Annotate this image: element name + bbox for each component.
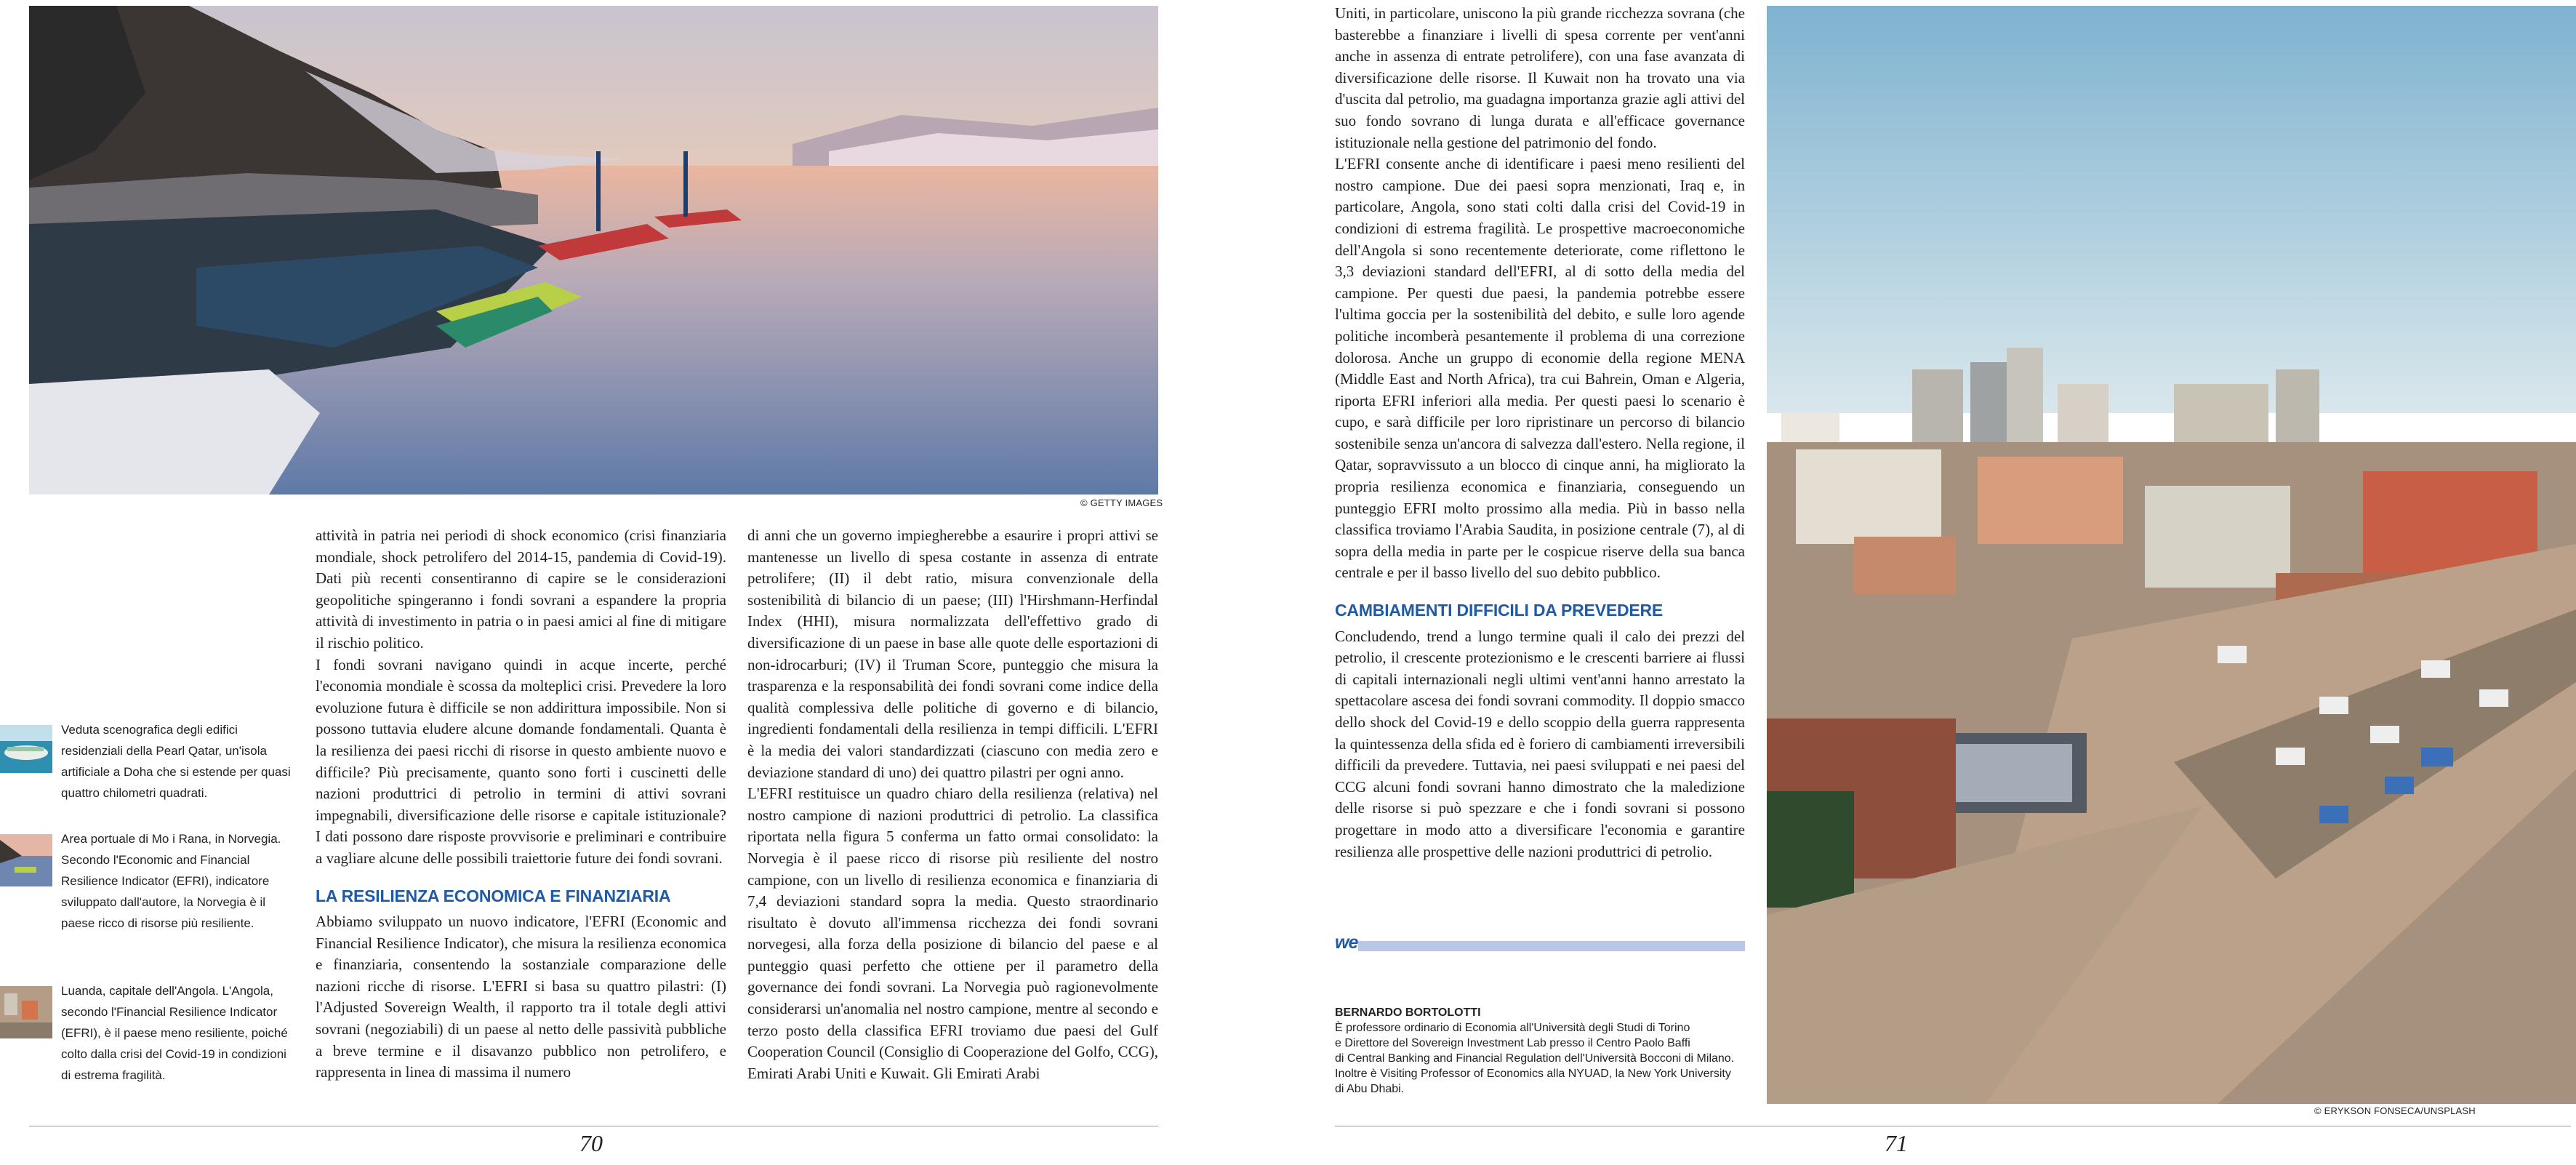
photo-caption-luanda: Luanda, capitale dell'Angola. L'Angola, secondo l'Financial Resilience Indicator (EFRI), è il paese meno resiliente, poiché colto dalla crisi del Covid-19 in condizioni di estrema fragilità. [61, 984, 288, 1082]
paragraph: Concludendo, trend a lungo termine quali il calo dei prezzi del petrolio, il crescente protezionismo e le crescenti barriere ai flussi di capitali internazionali negli ultimi vent'anni hanno arrestato la spettacolare ascesa dei fondi sovrani commodity. Il doppio smacco dello shock del Covid-19 e dello scoppio della guerra rappresenta la quintessenza della sfida ed è foriero di cambiamenti irreversibili difficili da prevedere. Tuttavia, nei paesi sviluppati e nei paesi del CCG alcuni fondi sovrani hanno dimostrato che la maledizione delle risorse si può spezzare e che i fondi sovrani si possono progettare in modo atto a diversificare l'economia e garantire resilienza alle prospettive delle nazioni produttrici di petrolio. [1335, 627, 1745, 860]
author-bio-line: Inoltre è Visiting Professor of Economics alla NYUAD, la New York University [1335, 1068, 1731, 1080]
paragraph: I fondi sovrani navigano quindi in acque incerte, perché l'economia mondiale è scossa da molteplici crisi. Prevedere la loro evoluzione futura è difficile se non addirittura impossibile. Non si possono tuttavia eludere alcune domande fondamentali. Quanta è la resilienza dei paesi ricchi di risorse in questo ambiente nuovo e difficile? Più precisamente, quanto sono forti i cuscinetti delle nazioni produttrici di petrolio in termini di attivi sovrani impegnabili, diversificazione delle risorse e capitale istituzionale? I dati possono dare risposte provvisorie e preliminari e contribuire a vagliare alcune delle possibili traiettorie future dei fondi sovrani. [316, 655, 726, 867]
page-number-left: 70 [579, 1130, 603, 1156]
photo-caption-qatar: Veduta scenografica degli edifici residenziali della Pearl Qatar, un'isola artificiale a Doha che si estende per quasi quattro chilometri quadrati. [61, 723, 291, 800]
paragraph: di anni che un governo impiegherebbe a esaurire i propri attivi se mantenesse un livello di spesa costante in assenza di entrate petrolifere; (II) il debt ratio, misura convenzionale della sostenibilità di bilancio di un paese; (III) l'Hirshmann-Herfindal Index (HHI), misura normalizzata dell'effettivo grado di diversificazione di un paese in base alle quote delle esportazioni di non-idrocarburi; (IV) il Truman Score, punteggio che misura la trasparenza e la responsabilità dei fondi sovrani come indice della qualità complessiva delle politiche di governo e di bilancio, ingredienti fondamentali della resilienza in tempi difficili. L'EFRI è la media dei valori standardizzati (ciascuno con media zero e deviazione standard di uno) dei quattro pilastri per ogni anno. [747, 527, 1158, 781]
author-bio [1335, 1005, 1742, 1097]
photo-credit: © GETTY IMAGES [1080, 497, 1163, 508]
magazine-logo: we [1335, 932, 1358, 953]
author-bio-line: di Central Banking and Financial Regulation dell'Università Bocconi di Milano. [1335, 1052, 1735, 1065]
paragraph: Uniti, in particolare, uniscono la più grande ricchezza sovrana (che basterebbe a finanziare i livelli di spesa corrente per vent'anni anche in assenza di entrate petrolifere), con una fase avanzata di diversificazione delle risorse. Il Kuwait non ha trovato una via d'uscita dal petrolio, ma guadagna importanza grazie agli attivi del suo fondo sovrano di lunga durata e all'efficace governance istituzionale nella gestione del patrimonio del fondo. [1335, 4, 1745, 151]
author-bio-line: e Direttore del Sovereign Investment Lab presso il Centro Paolo Baffi [1335, 1037, 1690, 1049]
paragraph: L'EFRI consente anche di identificare i paesi meno resilienti del nostro campione. Due dei paesi sopra menzionati, Iraq e, in particolare, Angola, sono stati colti dalla crisi del Covid-19 in condizioni di estrema fragilità. Le prospettive macroeconomiche dell'Angola si sono recentemente deteriorate, come riflettono le 3,3 deviazioni standard dell'EFRI, al di sotto della media del campione. Per questi due paesi, la pandemia potrebbe essere l'ultima goccia per la sostenibilità del debito, e sulle loro agende politiche incomberà pesantemente il problema di una correzione dolorosa. Anche un gruppo di economie della regione MENA (Middle East and North Africa), tra cui Bahrein, Oman e Algeria, riporta EFRI inferiori alla media. Per questi paesi lo scenario è cupo, e sarà difficile per loro ripristinare un percorso di bilancio sostenibile senza un'ancora di salvezza dall'estero. Nella regione, il Qatar, sopravvissuto a un blocco di cinque anni, ha migliorato la propria resilienza economica e finanziaria, conseguendo un punteggio EFRI molto prossimo alla media. Più in basso nella classifica troviamo l'Arabia Saudita, in posizione centrale (7), al di sopra della media in parte per le cospicue riserve della sua banca centrale e per il basso livello del suo debito pubblico. [1335, 155, 1745, 582]
we-accent-bar [1358, 941, 1745, 951]
text-column-3 [1335, 3, 1745, 862]
photo-credit: © ERYKSON FONSECA/UNSPLASH [2314, 1105, 2476, 1116]
luanda-photo [1767, 6, 2576, 1104]
author-name: BERNARDO BORTOLOTTI [1335, 1006, 1481, 1019]
caption-thumbnail-qatar [0, 725, 52, 773]
author-bio-line: di Abu Dhabi. [1335, 1083, 1405, 1095]
paragraph: L'EFRI restituisce un quadro chiaro della resilienza (relativa) nel nostro campione di nazioni produttrici di petrolio. La classifica riportata nella figura 5 conferma un fatto ormai consolidato: la Norvegia è il paese ricco di risorse più resiliente del nostro campione, con un livello di resilienza economica e finanziaria di 7,4 deviazioni standard sopra la media. Questo straordinario risultato è dovuto all'immensa ricchezza dei fondi sovrani norvegesi, alla forza della posizione di bilancio del paese e al punteggio quasi perfetto che ottiene per il parametro della governance dei fondi sovrani. La Norvegia può ragionevolmente considerarsi un'anomalia nel nostro campione, mentre al secondo e terzo posto della classifica EFRI troviamo due paesi del Gulf Cooperation Council (Consiglio di Cooperazione del Golfo, CCG), Emirati Arabi Uniti e Kuwait. Gli Emirati Arabi [747, 785, 1158, 1082]
port-photo [29, 6, 1158, 495]
paragraph: Abbiamo sviluppato un nuovo indicatore, l'EFRI (Economic and Financial Resilience Indicator), che misura la resilienza economica e finanziaria, consentendo la sostanziale comparazione delle nazioni ricche di risorse. L'EFRI si basa su quattro pilastri: (I) l'Adjusted Sovereign Wealth, il rapporto tra il totale degli attivi sovrani (negoziabili) di un paese al netto delle passività pubbliche a breve termine e il disavanzo pubblico non petrolifero, e rappresenta in linea di massima il numero [316, 913, 726, 1081]
caption-thumbnail-mo-i-rana [0, 834, 52, 886]
author-bio-line: È professore ordinario di Economia all'Università degli Studi di Torino [1335, 1022, 1690, 1034]
text-column-1 [316, 525, 726, 1084]
text-column-2 [747, 525, 1158, 1084]
section-heading: LA RESILIENZA ECONOMICA E FINANZIARIA [316, 886, 671, 905]
caption-thumbnail-luanda [0, 986, 52, 1038]
paragraph: attività in patria nei periodi di shock economico (crisi finanziaria mondiale, shock petrolifero del 2014-15, pandemia di Covid-19). Dati più recenti consentiranno di capire se le considerazioni geopolitiche spingeranno i fondi sovrani a espandere la propria attività di investimento in patria o in paesi amici al fine di mitigare il rischio politico. [316, 527, 726, 652]
photo-caption-mo-i-rana: Area portuale di Mo i Rana, in Norvegia. Secondo l'Economic and Financial Resilience Indicator (EFRI), indicatore sviluppato dall'autore, la Norvegia è il paese ricco di risorse più resiliente. [61, 832, 281, 930]
page-number-right: 71 [1885, 1130, 1908, 1156]
section-heading: CAMBIAMENTI DIFFICILI DA PREVEDERE [1335, 601, 1664, 620]
